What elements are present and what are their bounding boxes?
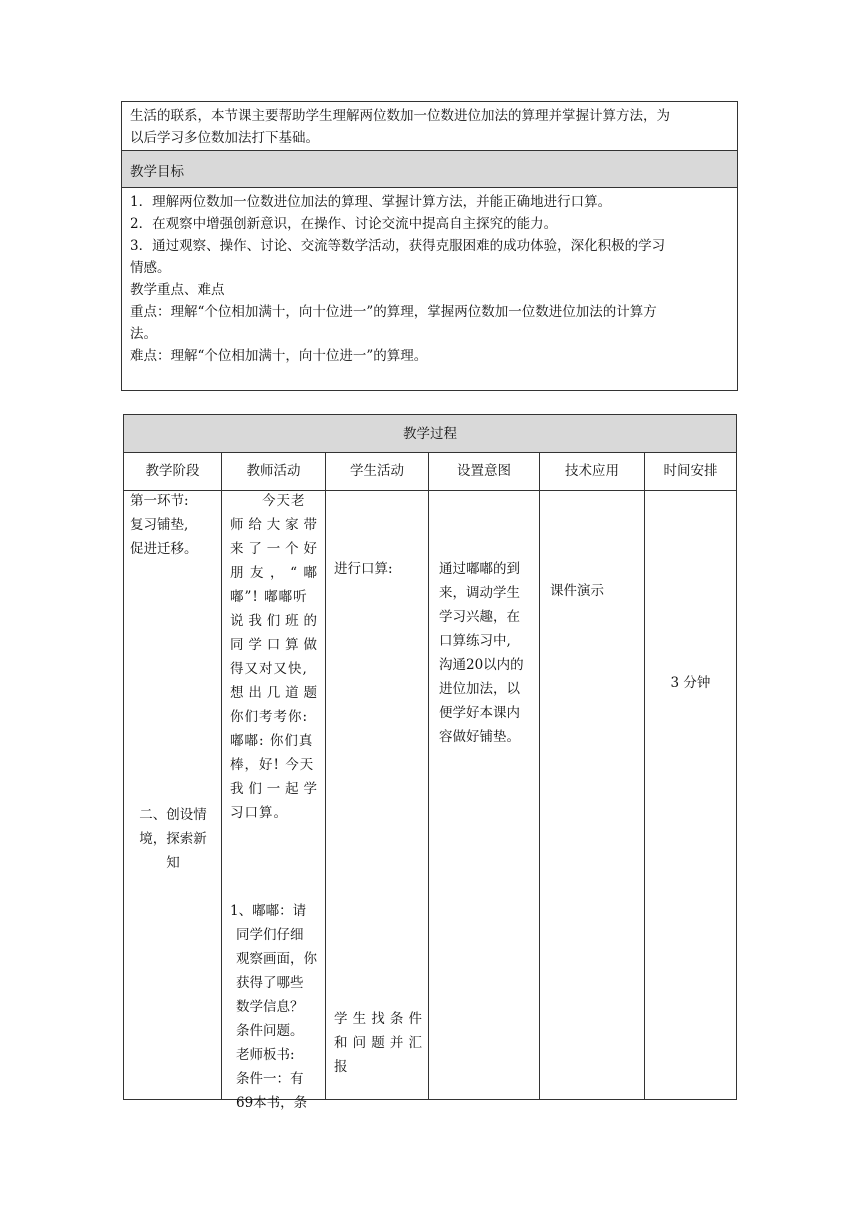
stage-line: 知 — [166, 855, 180, 871]
header-stage: 教学阶段 — [145, 463, 200, 479]
teacher-line: 数学信息？ — [236, 999, 304, 1015]
teacher-line: 说我们班的 — [230, 613, 318, 629]
intent-line: 通过嘟嘟的到 — [439, 561, 520, 577]
teacher-line: 同学口算做 — [230, 637, 318, 653]
intent-line: 口算练习中, — [439, 633, 511, 649]
teacher-line: 今天老 — [262, 493, 306, 509]
key-points-heading: 教学重点、难点 — [130, 282, 225, 298]
stage-2 — [128, 803, 218, 875]
column-divider — [428, 453, 429, 1099]
teacher-line: 来了一个好 — [230, 541, 318, 557]
objectives-heading: 教学目标 — [122, 151, 737, 188]
student-activity-1: 进行口算: — [334, 561, 393, 577]
header-student-activity: 学生活动 — [350, 463, 404, 479]
student-line: 和问题并汇 — [334, 1035, 422, 1051]
teacher-line: 条件问题。 — [236, 1023, 304, 1039]
header-time: 时间安排 — [663, 463, 718, 479]
objective-line: 3．通过观察、操作、讨论、交流等数学活动，获得克服困难的成功体验，深化积极的学习 — [130, 238, 666, 254]
objective-line: 情感。 — [130, 260, 171, 276]
teacher-line: 同学们仔细 — [236, 927, 304, 943]
key-point-line: 重点：理解“个位相加满十，向十位进一”的算理，掌握两位数加一位数进位加法的计算方 — [130, 304, 657, 320]
header-intent: 设置意图 — [457, 463, 511, 479]
stage-line: 复习铺垫, — [130, 517, 189, 533]
teacher-line: 得又对又快, — [230, 661, 308, 677]
stage-line: 二、创设情 — [139, 807, 207, 823]
teacher-activity-1 — [230, 489, 318, 825]
teacher-line: 习口算。 — [230, 805, 288, 821]
student-activity-2 — [334, 1007, 422, 1079]
teacher-line: 棒，好! 今天 — [230, 757, 315, 773]
teacher-line: 想出几道题 — [230, 685, 318, 701]
objectives-table — [121, 101, 738, 391]
student-line: 报 — [334, 1059, 348, 1075]
teacher-line: 1、嘟嘟：请 — [230, 903, 307, 919]
continuation-line: 生活的联系，本节课主要帮助学生理解两位数加一位数进位加法的算理并掌握计算方法，为 — [130, 108, 670, 124]
objectives-body — [122, 188, 737, 370]
teacher-line: 师给大家带 — [230, 517, 318, 533]
teacher-line: 获得了哪些 — [236, 975, 304, 991]
intent-line: 容做好铺垫。 — [439, 729, 520, 745]
teacher-line: 你们考考你: — [230, 709, 309, 725]
intent-line: 来，调动学生 — [439, 585, 520, 601]
key-point-line: 法。 — [130, 326, 157, 342]
time-arrangement: 3 分钟 — [670, 675, 711, 691]
stage-line: 第一环节: — [130, 493, 189, 509]
header-technology: 技术应用 — [565, 463, 619, 479]
difficulty-line: 难点：理解“个位相加满十，向十位进一”的算理。 — [130, 348, 428, 364]
intent-line: 沟通20以内的 — [439, 657, 524, 673]
intent-line: 便学好本课内 — [439, 705, 520, 721]
intent-line: 进位加法，以 — [439, 681, 520, 697]
student-line: 学生找条件 — [334, 1011, 422, 1027]
teaching-process-table — [123, 414, 737, 1111]
teacher-line: 老师板书: — [236, 1047, 295, 1063]
continuation-line: 以后学习多位数加法打下基础。 — [130, 130, 319, 146]
column-divider — [644, 453, 645, 1099]
background-continuation — [122, 102, 737, 151]
teacher-line: 条件一：有 — [236, 1071, 304, 1087]
teacher-line: 朋友，“嘟 — [230, 565, 318, 581]
teacher-line: 观察画面，你 — [236, 951, 317, 967]
column-divider — [325, 453, 326, 1099]
teacher-line: 嘟嘟: 你们真 — [230, 733, 314, 749]
stage-line: 促进迁移。 — [130, 541, 198, 557]
table-title: 教学过程 — [124, 415, 736, 453]
objective-line: 1．理解两位数加一位数进位加法的算理、掌握计算方法，并能正确地进行口算。 — [130, 194, 612, 210]
teacher-line: 我们一起学 — [230, 781, 318, 797]
stage-line: 境，探索新 — [139, 831, 207, 847]
stage-1 — [130, 489, 218, 561]
teacher-line: 69本书，条 — [236, 1095, 308, 1111]
column-divider — [539, 453, 540, 1099]
teacher-line: 嘟”! 嘟嘟听 — [230, 589, 308, 605]
intent-line: 学习兴趣，在 — [439, 609, 520, 625]
technology-application: 课件演示 — [550, 583, 604, 599]
column-divider — [221, 453, 222, 1099]
header-teacher-activity: 教师活动 — [246, 463, 301, 479]
design-intent — [439, 557, 537, 749]
teacher-activity-2 — [230, 899, 322, 1115]
objective-line: 2．在观察中增强创新意识，在操作、讨论交流中提高自主探究的能力。 — [130, 216, 558, 232]
